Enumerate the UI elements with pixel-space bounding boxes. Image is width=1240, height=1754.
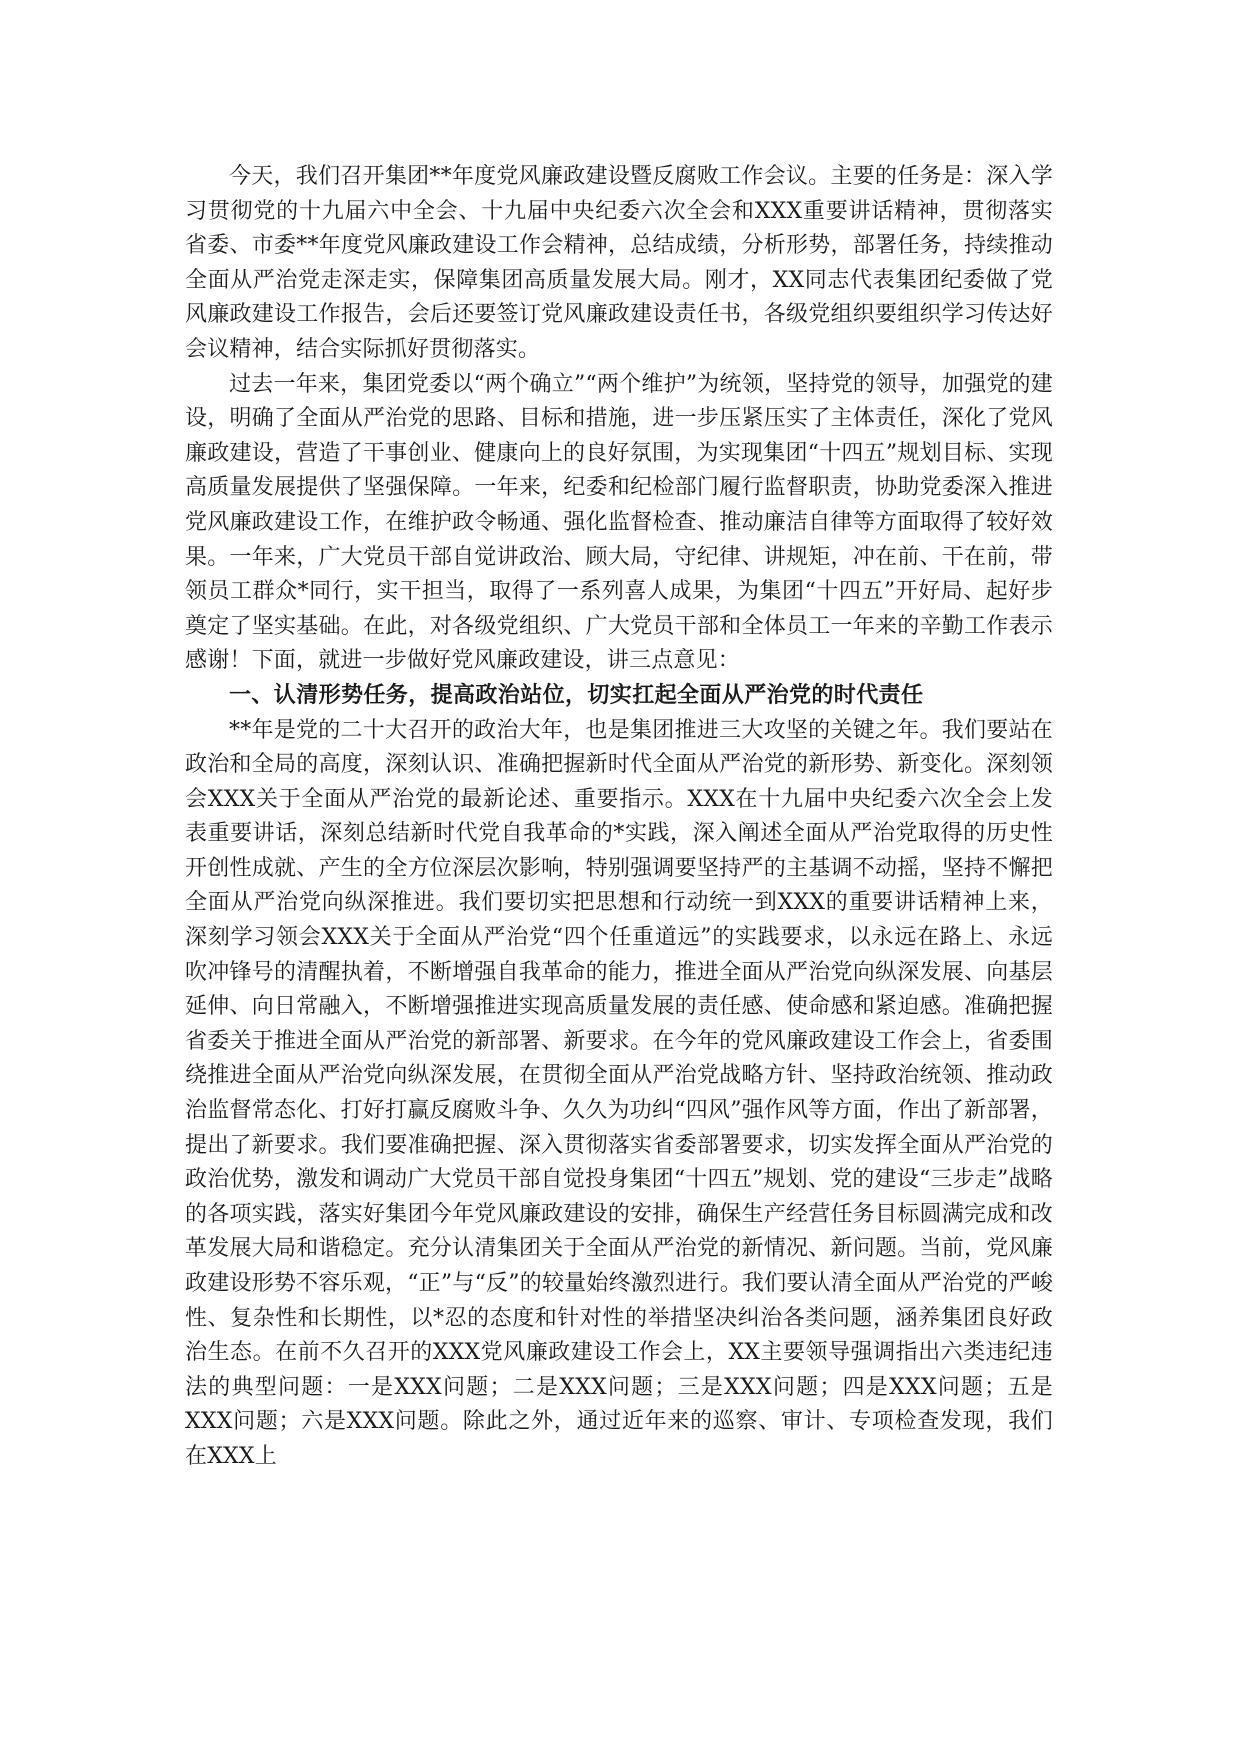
paragraph-opening: 今天，我们召开集团**年度党风廉政建设暨反腐败工作会议。主要的任务是：深入学习贯彻党的十九届六中全会、十九届中央纪委六次全会和XXX重要讲话精神，贯彻落实省委、市委**年度党风廉政建设工作会精神，总结成绩，分析形势，部署任务，持续推动全面从严治党走深走实，保障集团高质量发展大局。刚才，XX同志代表集团纪委做了党风廉政建设工作报告，会后还要签订党风廉政建设责任书，各级党组织要组织学习传达好会议精神，结合实际抓好贯彻落实。	[185, 164, 1053, 362]
section-heading-one: 一、认清形势任务，提高政治站位，切实扛起全面从严治党的时代责任	[229, 682, 924, 708]
paragraph-review: 过去一年来，集团党委以“两个确立”“两个维护”为统领，坚持党的领导，加强党的建设，明确了全面从严治党的思路、目标和措施，进一步压紧压实了主体责任，深化了党风廉政建设，营造了干事创业、健康向上的良好氛围，为实现集团“十四五”规划目标、实现高质量发展提供了坚强保障。一年来，纪委和纪检部门履行监督职责，协助党委深入推进党风廉政建设工作，在维护政令畅通、强化监督检查、推动廉洁自律等方面取得了较好效果。一年来，广大党员干部自觉讲政治、顾大局，守纪律、讲规矩，冲在前、干在前，带领员工群众*同行，实干担当，取得了一系列喜人成果，为集团“十四五”开好局、起好步奠定了坚实基础。在此，对各级党组织、广大党员干部和全体员工一年来的辛勤工作表示感谢！下面，就进一步做好党风廉政建设，讲三点意见：	[185, 371, 1053, 674]
document-body	[185, 160, 1053, 1475]
paragraph-situation: **年是党的二十大召开的政治大年，也是集团推进三大攻坚的关键之年。我们要站在政治和全局的高度，深刻认识、准确把握新时代全面从严治党的新形势、新变化。深刻领会XXX关于全面从严治党的最新论述、重要指示。XXX在十九届中央纪委六次全会上发表重要讲话，深刻总结新时代党自我革命的*实践，深入阐述全面从严治党取得的历史性开创性成就、产生的全方位深层次影响，特别强调要坚持严的主基调不动摇，坚持不懈把全面从严治党向纵深推进。我们要切实把思想和行动统一到XXX的重要讲话精神上来，深刻学习领会XXX关于全面从严治党“四个任重道远”的实践要求，以永远在路上、永远吹冲锋号的清醒执着，不断增强自我革命的能力，推进全面从严治党向纵深发展、向基层延伸、向日常融入，不断增强推进实现高质量发展的责任感、使命感和紧迫感。准确把握省委关于推进全面从严治党的新部署、新要求。在今年的党风廉政建设工作会上，省委围绕推进全面从严治党向纵深发展，在贯彻全面从严治党战略方针、坚持政治统领、推动政治监督常态化、打好打赢反腐败斗争、久久为功纠“四风”强作风等方面，作出了新部署，提出了新要求。我们要准确把握、深入贯彻落实省委部署要求，切实发挥全面从严治党的政治优势，激发和调动广大党员干部自觉投身集团“十四五”规划、党的建设“三步走”战略的各项实践，落实好集团今年党风廉政建设的安排，确保生产经营任务目标圆满完成和改革发展大局和谐稳定。充分认清集团关于全面从严治党的新情况、新问题。当前，党风廉政建设形势不容乐观，“正”与“反”的较量始终激烈进行。我们要认清全面从严治党的严峻性、复杂性和长期性，以*忍的态度和针对性的举措坚决纠治各类问题，涵养集团良好政治生态。在前不久召开的XXX党风廉政建设工作会上，XX主要领导强调指出六类违纪违法的典型问题：一是XXX问题；二是XXX问题；三是XXX问题；四是XXX问题；五是XXX问题；六是XXX问题。除此之外，通过近年来的巡察、审计、专项检查发现，我们在XXX上	[185, 717, 1053, 1469]
